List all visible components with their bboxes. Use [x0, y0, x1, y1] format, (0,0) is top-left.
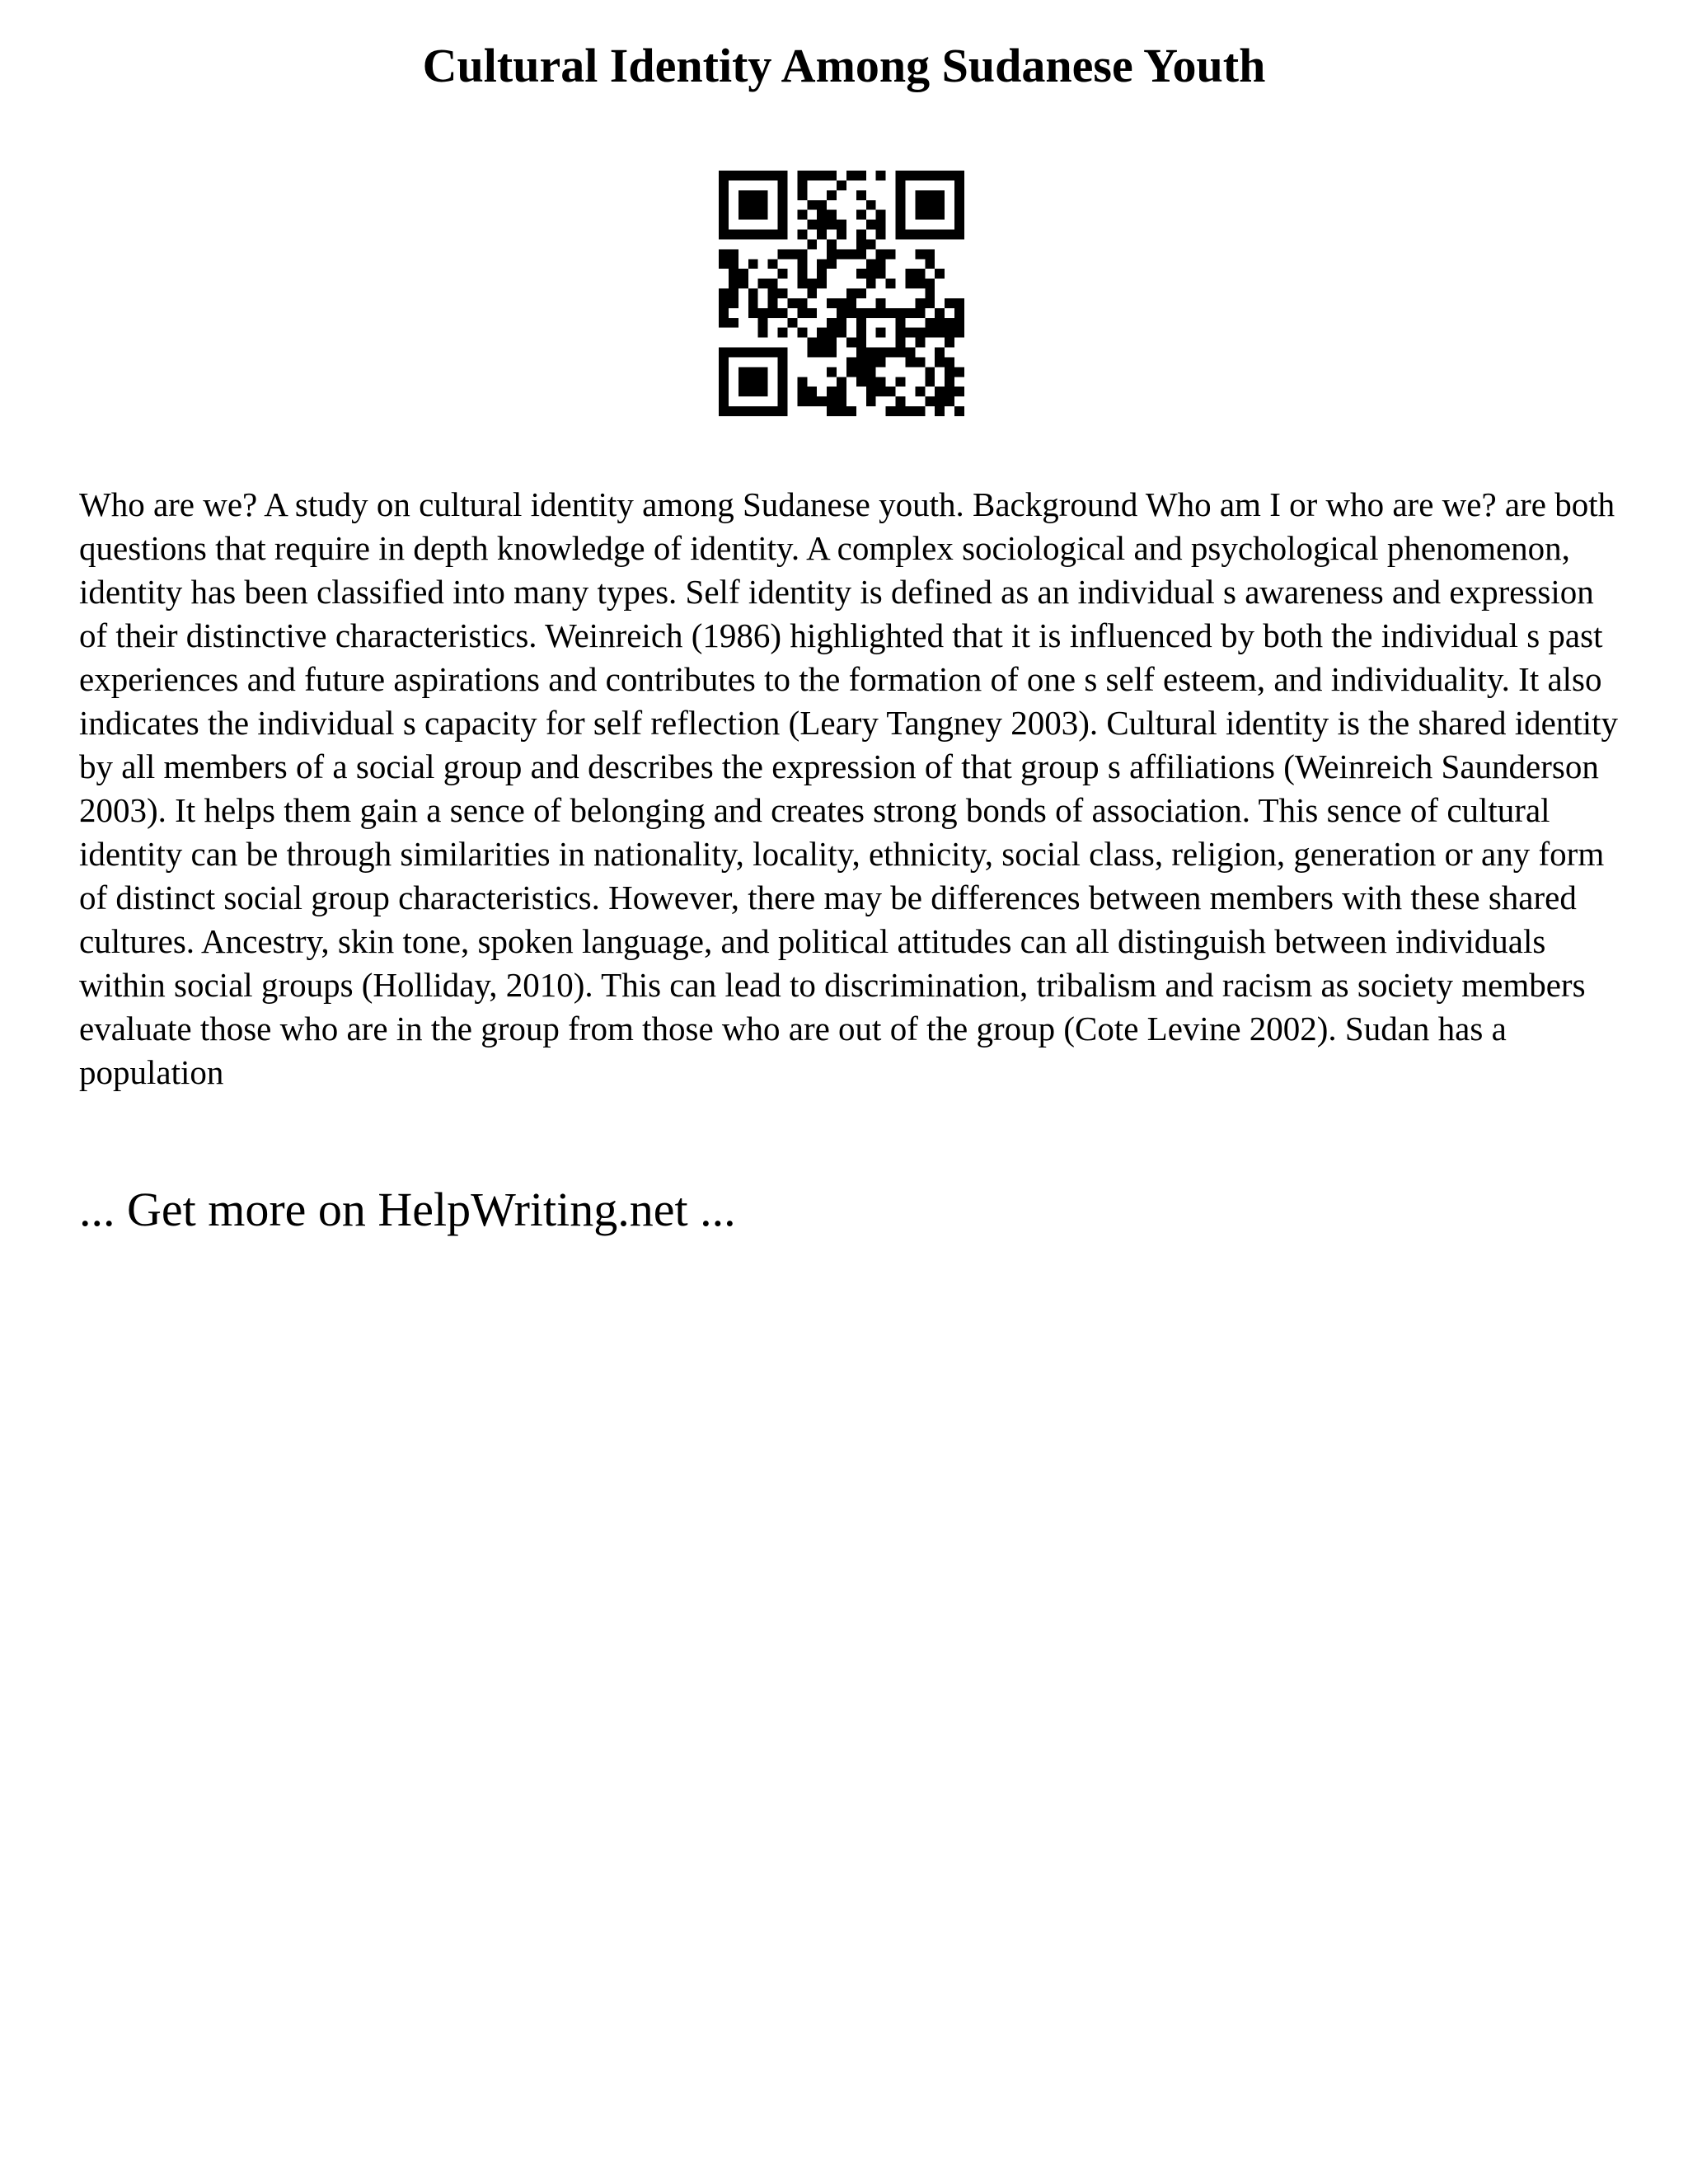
- qr-code-icon: [719, 171, 964, 416]
- document-title: Cultural Identity Among Sudanese Youth: [422, 39, 1266, 92]
- document-body: Who are we? A study on cultural identity among Sudanese youth. Background Who am I or who are we? are both questions that require in depth knowledge of identity. A complex sociological and psychological phenomenon, identity has been classified into many types. Self identity is defined as an individual s awareness and expression of their distinctive characteristics. Weinreich (1986) highlighted that it is influenced by both the individual s past experiences and future aspirations and contributes to the formation of one s self esteem, and individuality. It also indicates the individual s capacity for self reflection (Leary Tangney 2003). Cultural identity is the shared identity by all members of a social group and describes the expression of that group s affiliations (Weinreich Saunderson 2003). It helps them gain a sence of belonging and creates strong bonds of association. This sence of cultural identity can be through similarities in nationality, locality, ethnicity, social class, religion, generation or any form of distinct social group characteristics. However, there may be differences between members with these shared cultures. Ancestry, skin tone, spoken language, and political attitudes can all distinguish between individuals within social groups (Holliday, 2010). This can lead to discrimination, tribalism and racism as society members evaluate those who are in the group from those who are out of the group (Cote Levine 2002). Sudan has a population: [79, 485, 1619, 1091]
- get-more-link[interactable]: ... Get more on HelpWriting.net ...: [79, 1183, 736, 1236]
